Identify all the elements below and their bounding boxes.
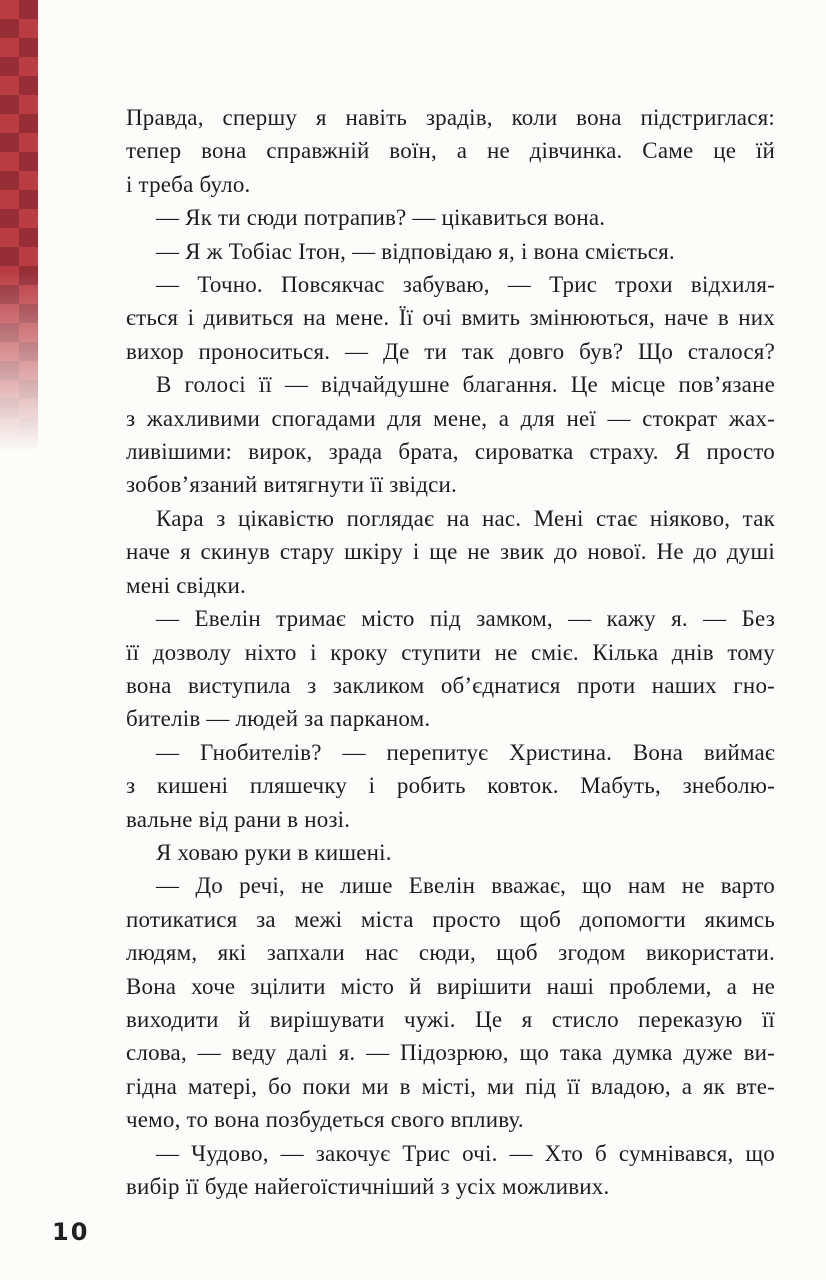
text-line: і треба було.: [126, 171, 251, 197]
text-line: з жахливими спогадами для мене, а для неї — стократ жах-: [126, 405, 775, 431]
text-line: чемо, то вона позбудеться свого впливу.: [126, 1107, 524, 1133]
red-checkerboard-decoration: [0, 0, 38, 452]
text-line: — Чудово, — закочує Трис очі. — Хто б сумнівався, що: [156, 1140, 775, 1166]
text-line: — До речі, не лише Евелін вважає, що нам не варто: [156, 873, 775, 899]
text-line: Кара з цікавістю поглядає на нас. Мені стає ніяково, так: [156, 505, 775, 531]
text-line: вона виступила з закликом об’єднатися проти наших гно-: [126, 672, 775, 698]
text-line: — Я ж Тобіас Ітон, — відповідаю я, і вона сміється.: [156, 238, 675, 264]
text-line: ливішими: вирок, зрада брата, сироватка страху. Я просто: [126, 439, 775, 465]
text-block: [126, 101, 775, 1203]
text-line: Правда, спершу я навіть зрадів, коли вона підстриглася:: [126, 105, 775, 130]
text-line: — Як ти сюди потрапив? — цікавиться вона.: [156, 205, 606, 231]
text-line: — Гнобителів? — перепитує Христина. Вона виймає: [156, 739, 775, 765]
text-line: мені свідки.: [126, 572, 247, 598]
text-line: Я ховаю руки в кишені.: [156, 839, 392, 865]
text-line: виходити й вирішувати чужі. Це я стисло переказую її: [126, 1006, 775, 1032]
text-line: тепер вона справжній воїн, а не дівчинка. Саме це їй: [126, 138, 775, 164]
text-line: — Точно. Повсякчас забуваю, — Трис трохи відхиля-: [156, 272, 775, 298]
text-line: її дозволу ніхто і кроку ступити не сміє. Кілька днів тому: [126, 639, 775, 665]
text-line: з кишені пляшечку і робить ковток. Мабуть, знеболю-: [126, 773, 775, 799]
page-number: 10: [52, 1218, 90, 1246]
text-line: ється і дивиться на мене. Її очі вмить змінюються, наче в них: [126, 305, 775, 331]
text-line: В голосі її — відчайдушне благання. Це місце пов’язане: [156, 372, 775, 398]
text-line: зобов’язаний витягнути її звідси.: [126, 472, 458, 498]
text-line: вибір її буде найегоїстичніший з усіх можливих.: [126, 1174, 610, 1199]
text-line: бителів — людей за парканом.: [126, 706, 431, 732]
text-line: гідна матері, бо поки ми в місті, ми під її владою, а як вте-: [126, 1073, 775, 1099]
text-line: Вона хоче зцілити місто й вирішити наші проблеми, а не: [126, 973, 775, 999]
text-line: потикатися за межі міста просто щоб допомогти якимсь: [126, 906, 775, 932]
text-line: — Евелін тримає місто під замком, — кажу я. — Без: [156, 606, 775, 632]
text-line: слова, — веду далі я. — Підозрюю, що така думка дуже ви-: [126, 1040, 775, 1066]
text-line: вихор проноситься. — Де ти так довго був? Що сталося?: [126, 338, 775, 364]
text-line: наче я скинув стару шкіру і ще не звик до нової. Не до душі: [126, 539, 775, 565]
text-line: людям, які запхали нас сюди, щоб згодом використати.: [126, 940, 775, 966]
text-line: вальне від рани в нозі.: [126, 806, 351, 832]
